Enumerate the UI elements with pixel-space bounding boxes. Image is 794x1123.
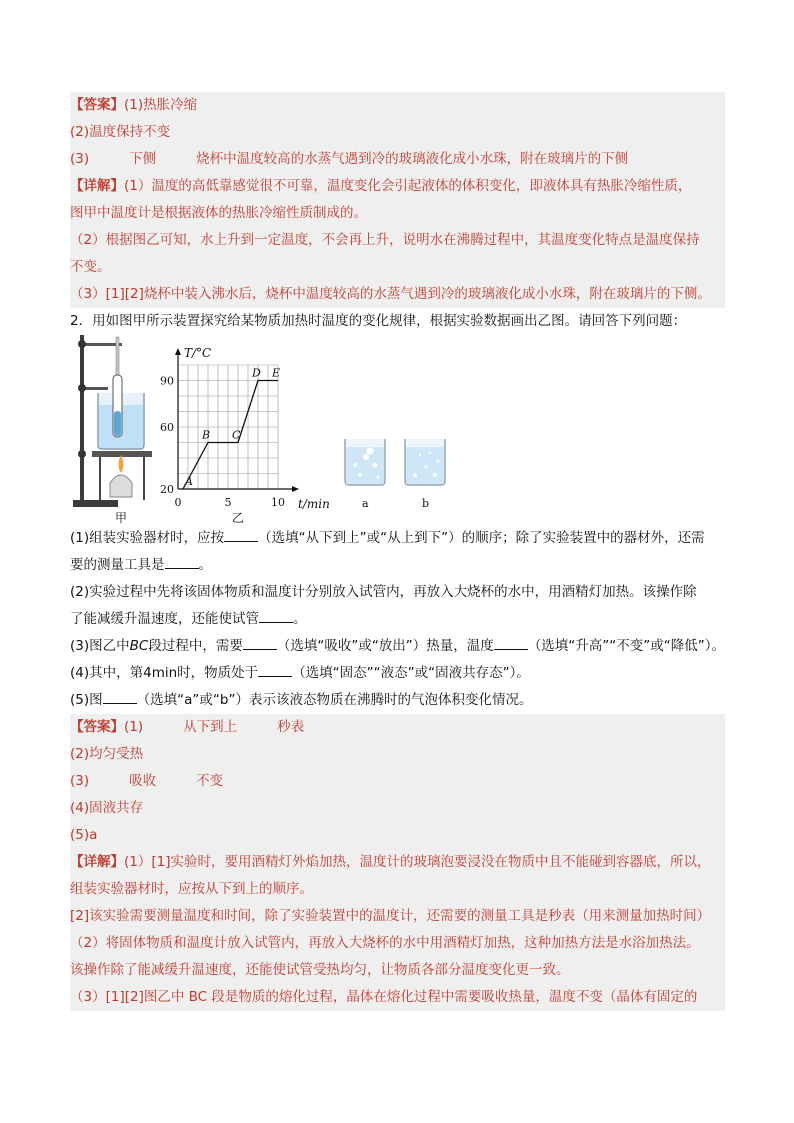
q2-detail-2a: （2）将固体物质和温度计放入试管内，再放入大烧杯的水中用酒精灯加热，这种加热方法是水浴加热法。: [70, 930, 725, 957]
q2-sub5: [70, 687, 725, 714]
x-tick-label: 5: [224, 496, 232, 509]
y-tick-label: 90: [160, 374, 174, 388]
point-label: C: [232, 428, 241, 442]
answer-blank: [103, 689, 137, 704]
q2-sub1b: [70, 552, 725, 579]
answer-blank-2: 秒表: [277, 719, 305, 735]
y-tick-label: 20: [160, 483, 174, 496]
detail-tag: 【详解】: [70, 178, 124, 194]
q2-sub2b-pre: 了能减缓升温速度，还能使试管: [70, 611, 259, 627]
answer-blank-2: 不变: [196, 773, 224, 789]
q1-detail-2b: 不变。: [70, 254, 725, 281]
answer-num: (3): [70, 773, 90, 789]
q2-sub4-post: （选填“固态”“液态”或“固液共存态”）。: [292, 665, 530, 681]
q2-sub4: [70, 660, 725, 687]
q2-sub1b-pre: 要的测量工具是: [70, 557, 165, 573]
flame: [119, 455, 124, 473]
answer-blank-1: 下侧: [129, 151, 157, 167]
alcohol-lamp: [110, 475, 132, 497]
beaker-b-label: b: [422, 497, 430, 510]
q2-sub2b-post: 。: [293, 611, 307, 627]
point-label: B: [202, 428, 211, 442]
beaker-b-figure: [405, 439, 445, 510]
answer-blank: [259, 608, 293, 623]
x-tick-label: 10: [271, 496, 285, 509]
q1-answer-1: [70, 92, 725, 119]
y-axis-label: T/°C: [184, 346, 212, 360]
q1-detail-2a: （2）根据图乙可知，水上升到一定温度，不会再上升，说明水在沸腾过程中，其温度变化特点是温度保持: [70, 227, 725, 254]
q2-sub3-mid2: （选填“吸收”或“放出”）热量，温度: [276, 638, 494, 654]
q2-sub1a-post: （选填“从下到上”或“从上到下”）的顺序；除了实验装置中的器材外，还需: [258, 530, 705, 546]
chart-marks: [183, 367, 280, 490]
q2-sub1b-post: 。: [198, 557, 212, 573]
figure-row: [70, 335, 725, 525]
document-page: [70, 92, 725, 1011]
detail-text: (1）温度的高低靠感觉很不可靠，温度变化会引起液体的体积变化，即液体具有热胀冷缩性质，: [124, 178, 692, 194]
answer-blank: [258, 662, 292, 677]
answer-tag: 【答案】: [70, 97, 124, 113]
q2-sub3-post: （选填“升高”“不变”或“降低”）。: [527, 638, 725, 654]
q2-detail-3: （3）[1][2]图乙中 BC 段是物质的熔化过程，晶体在熔化过程中需要吸收热量，温度不变（晶体有固定的: [70, 984, 725, 1011]
figures-svg: [70, 335, 725, 525]
q1-answer-2: (2)温度保持不变: [70, 119, 725, 146]
point-label: E: [272, 366, 281, 380]
answer-blank-1: 从下到上: [183, 719, 238, 735]
q2-sub3-mid1: 段过程中，需要: [148, 638, 243, 654]
point-label: D: [252, 366, 261, 380]
answer-blank: [224, 527, 258, 542]
q2-detail-1a: [70, 849, 725, 876]
q1-detail-1b: 图甲中温度计是根据液体的热胀冷缩性质制成的。: [70, 200, 725, 227]
detail-text: (1）[1]实验时，要用酒精灯外焰加热，温度计的玻璃泡要浸没在物质中且不能碰到容器底，所以，: [124, 854, 711, 870]
apparatus-figure: [73, 335, 152, 525]
x-tick-label: 0: [174, 496, 182, 509]
answer-num: (3): [70, 151, 90, 167]
answer-blank-2: 烧杯中温度较高的水蒸气遇到冷的玻璃液化成小水珠，附在玻璃片的下侧: [196, 151, 629, 167]
beaker-a-figure: [345, 439, 385, 510]
detail-tag: 【详解】: [70, 854, 124, 870]
answer-blank: [243, 635, 277, 650]
q2-answer-5: (5)a: [70, 822, 725, 849]
answer-num: (1): [124, 719, 144, 735]
q2-stem: 2．用如图甲所示装置探究给某物质加热时温度的变化规律，根据实验数据画出乙图。请回答下列问题：: [70, 313, 687, 329]
iron-stand-rod: [80, 335, 84, 505]
series-line: [183, 381, 278, 490]
iron-stand-base: [73, 500, 118, 507]
q2-sub1a: [70, 525, 725, 552]
q2-detail-1c: [2]该实验需要测量温度和时间，除了实验装置中的温度计，还需要的测量工具是秒表（用来测量加热时间）: [70, 903, 725, 930]
y-axis-arrow: [175, 348, 181, 355]
figure-yi-label: 乙: [232, 511, 245, 525]
answer-blank: [494, 635, 528, 650]
y-tick-label: 60: [160, 421, 174, 434]
q2-sub5-post: （选填“a”或“b”）表示该液态物质在沸腾时的气泡体积变化情况。: [136, 692, 533, 708]
clamp-top: [80, 343, 122, 346]
q1-detail-1a: [70, 173, 725, 200]
q2-sub3-bc: BC: [129, 638, 149, 654]
q2-sub3-pre: (3)图乙中: [70, 638, 130, 654]
answer-text: (1)热胀冷缩: [124, 97, 198, 113]
q2-sub3: [70, 633, 725, 660]
temperature-chart: [160, 346, 330, 525]
beaker-a-label: a: [362, 497, 369, 510]
answer-blank-1: 吸收: [129, 773, 157, 789]
q2-answer-3: [70, 768, 725, 795]
q2-sub4-pre: (4)其中，第4min时，物质处于: [70, 665, 259, 681]
q1-answer-3: [70, 146, 725, 173]
q1-detail-3: （3）[1][2]烧杯中装入沸水后，烧杯中温度较高的水蒸气遇到冷的玻璃液化成小水珠，附在玻璃片的下侧。: [70, 281, 725, 308]
gauze: [92, 451, 152, 457]
q2-detail-2b: 该操作除了能减缓升温速度，还能使试管受热均匀，让物质各部分温度变化更一致。: [70, 957, 725, 984]
q2-sub2b: [70, 606, 725, 633]
q2-detail-1b: 组装实验器材时，应按从下到上的顺序。: [70, 876, 725, 903]
figure-jia-label: 甲: [115, 511, 128, 525]
answer-tag: 【答案】: [70, 719, 124, 735]
q2-sub1a-pre: (1)组装实验器材时，应按: [70, 530, 225, 546]
answer-blank: [165, 554, 199, 569]
point-label: A: [185, 475, 193, 488]
x-axis-label: t/min: [298, 497, 330, 511]
q2-answer-1: [70, 714, 725, 741]
q2-sub2a: (2)实验过程中先将该固体物质和温度计分别放入试管内，再放入大烧杯的水中，用酒精灯加热。该操作除: [70, 584, 697, 600]
x-axis-arrow: [292, 486, 299, 492]
q2-sub5-pre: (5)图: [70, 692, 103, 708]
q2-answer-4: (4)固液共存: [70, 795, 725, 822]
q2-answer-2: (2)均匀受热: [70, 741, 725, 768]
